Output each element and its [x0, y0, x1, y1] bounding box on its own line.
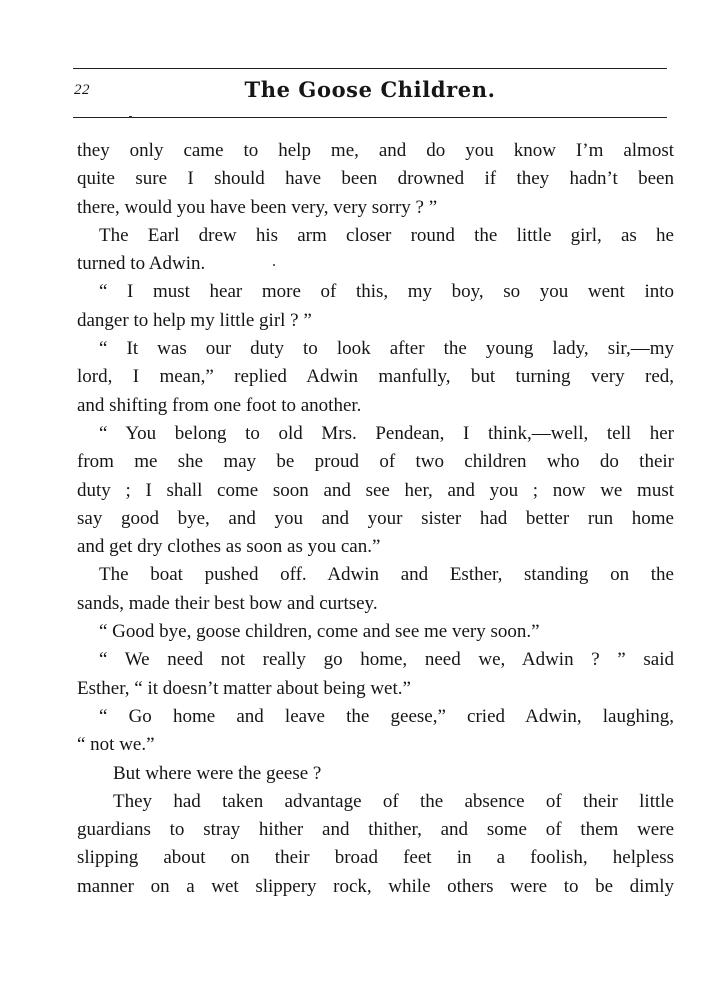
header-rule-top: [73, 68, 667, 69]
running-title: The Goose Children.: [244, 77, 496, 102]
body-text: [77, 137, 674, 901]
print-speck: [129, 116, 132, 118]
text-line: “ I must hear more of this, my boy, so you went into: [99, 281, 674, 303]
text-line: and shifting from one foot to another.: [77, 394, 362, 416]
text-line: “ Good bye, goose children, come and see me very soon.”: [99, 621, 540, 643]
text-line: turned to Adwin.: [77, 253, 206, 275]
text-line: “ not we.”: [77, 734, 155, 756]
text-line: manner on a wet slippery rock, while others were to be dimly: [77, 875, 674, 897]
header-rule-bottom: [73, 117, 667, 118]
text-line: Esther, “ it doesn’t matter about being wet.”: [77, 677, 411, 699]
text-line: and get dry clothes as soon as you can.”: [77, 536, 381, 558]
text-line: danger to help my little girl ? ”: [77, 309, 312, 331]
text-line: quite sure I should have been drowned if they hadn’t been: [77, 168, 674, 190]
text-line: They had taken advantage of the absence of their little: [113, 790, 674, 812]
text-line: there, would you have been very, very sorry ? ”: [77, 196, 438, 218]
text-line: “ Go home and leave the geese,” cried Adwin, laughing,: [99, 705, 674, 727]
text-line: say good bye, and you and your sister had better run home: [77, 507, 674, 529]
text-line: slipping about on their broad feet in a foolish, helpless: [77, 847, 674, 869]
text-line: sands, made their best bow and curtsey.: [77, 592, 378, 614]
text-line: The boat pushed off. Adwin and Esther, standing on the: [99, 564, 674, 586]
text-line: duty ; I shall come soon and see her, and you ; now we must: [77, 479, 674, 501]
text-line: “ We need not really go home, need we, Adwin ? ” said: [99, 649, 674, 671]
text-line: lord, I mean,” replied Adwin manfully, but turning very red,: [77, 366, 674, 388]
text-line: they only came to help me, and do you know I’m almost: [77, 140, 674, 161]
text-line: “ You belong to old Mrs. Pendean, I think,—well, tell her: [99, 422, 674, 444]
text-line: from me she may be proud of two children who do their: [77, 451, 674, 473]
print-speck: [273, 264, 275, 266]
text-line: But where were the geese ?: [113, 762, 322, 784]
text-line: The Earl drew his arm closer round the little girl, as he: [99, 224, 674, 246]
text-line: guardians to stray hither and thither, and some of them were: [77, 819, 674, 841]
page-number: 22: [74, 82, 90, 98]
text-line: “ It was our duty to look after the young lady, sir,—my: [99, 338, 674, 360]
